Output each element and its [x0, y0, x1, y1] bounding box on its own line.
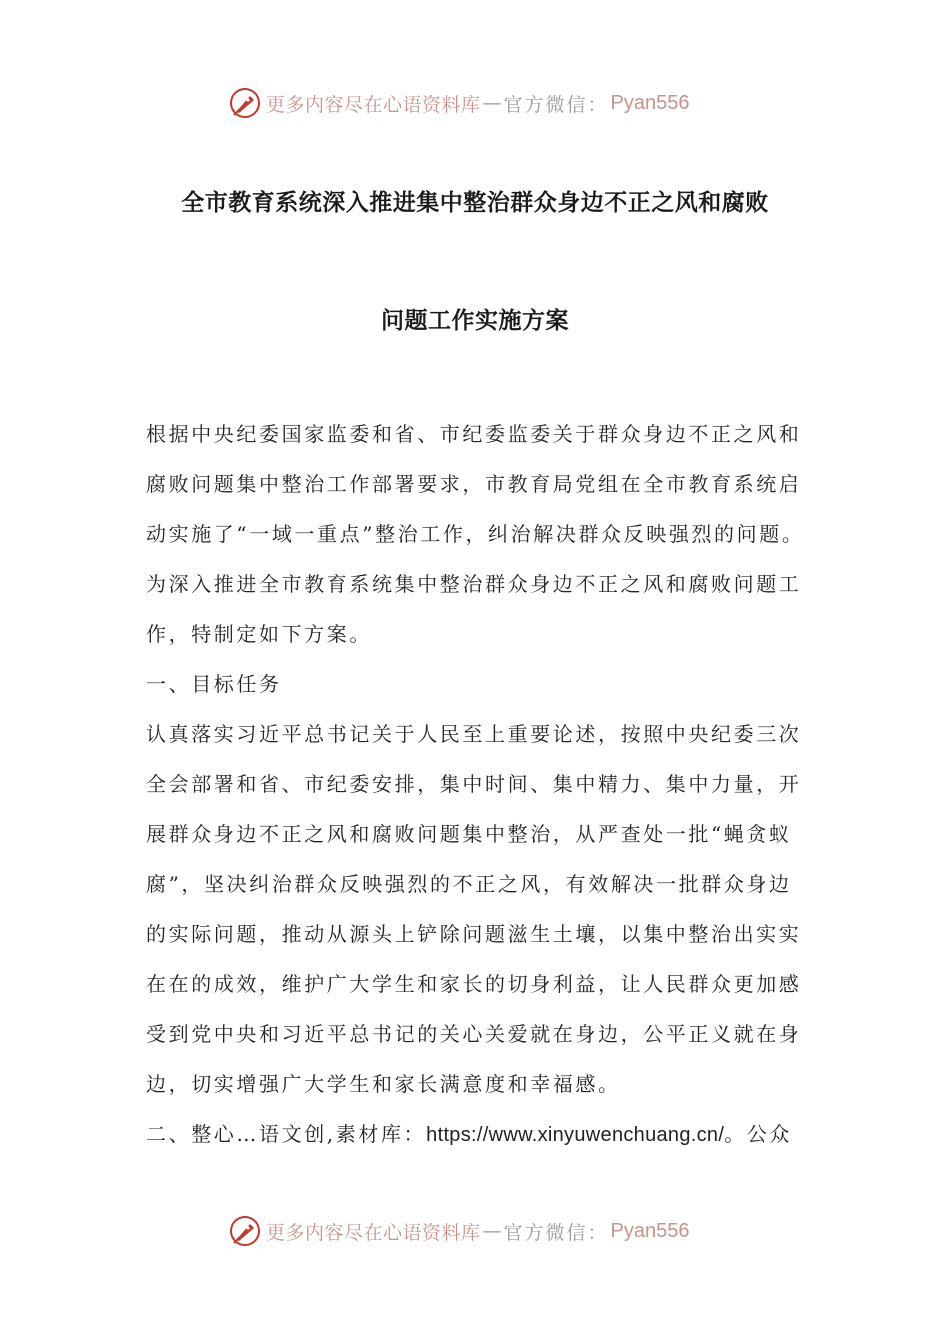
body-line: 认真落实习近平总书记关于人民至上重要论述，按照中央纪委三次 — [146, 722, 802, 746]
watermark-separator: — — [482, 1220, 502, 1242]
pen-nib-logo-icon — [228, 1214, 262, 1248]
pen-nib-logo-icon — [228, 86, 262, 120]
watermark-wechat-id: Pyan556 — [610, 1219, 690, 1242]
section-heading-2-prefix: 二、整心…语文创,素材库： — [146, 1122, 427, 1146]
body-line: 展群众身边不正之风和腐败问题集中整治，从严查处一批“蝇贪蚁 — [146, 822, 792, 846]
material-library-link[interactable]: https://www.xinyuwenchuang.cn/ — [426, 1124, 725, 1146]
body-line: 为深入推进全市教育系统集中整治群众身边不正之风和腐败问题工 — [146, 572, 802, 596]
body-line: 腐”，坚决纠治群众反映强烈的不正之风，有效解决一批群众身边 — [146, 872, 792, 896]
body-line: 的实际问题，推动从源头上铲除问题滋生土壤，以集中整治出实实 — [146, 922, 802, 946]
body-line: 根据中央纪委国家监委和省、市纪委监委关于群众身边不正之风和 — [146, 422, 802, 446]
watermark-wechat-label: 官方微信： — [503, 1221, 609, 1244]
watermark-text: 更多内容尽在心语资料库 — [266, 1221, 481, 1244]
body-line: 在在的成效，维护广大学生和家长的切身利益，让人民群众更加感 — [146, 972, 802, 996]
watermark-text: 更多内容尽在心语资料库 — [266, 93, 481, 116]
footer-watermark — [228, 1214, 690, 1248]
body-line: 受到党中央和习近平总书记的关心关爱就在身边，公平正义就在身 — [146, 1022, 802, 1046]
watermark-wechat-label: 官方微信： — [503, 93, 609, 116]
watermark-wechat-id: Pyan556 — [610, 91, 690, 114]
body-line: 作，特制定如下方案。 — [146, 622, 372, 646]
watermark-separator: — — [482, 92, 502, 114]
section-heading-2-suffix: 。公众 — [724, 1122, 793, 1146]
body-line: 动实施了“一域一重点”整治工作，纠治解决群众反映强烈的问题。 — [146, 522, 805, 546]
header-watermark — [228, 86, 690, 120]
section-heading-2-line — [146, 1117, 811, 1167]
document-title-line-2: 问题工作实施方案 — [381, 308, 569, 334]
document-title-line-1: 全市教育系统深入推进集中整治群众身边不正之风和腐败 — [181, 190, 769, 216]
section-heading-1: 一、目标任务 — [146, 672, 282, 696]
body-line: 腐败问题集中整治工作部署要求，市教育局党组在全市教育系统启 — [146, 472, 802, 496]
document-body — [146, 417, 811, 1167]
body-line: 边，切实增强广大学生和家长满意度和幸福感。 — [146, 1072, 621, 1096]
body-line: 全会部署和省、市纪委安排，集中时间、集中精力、集中力量，开 — [146, 772, 802, 796]
